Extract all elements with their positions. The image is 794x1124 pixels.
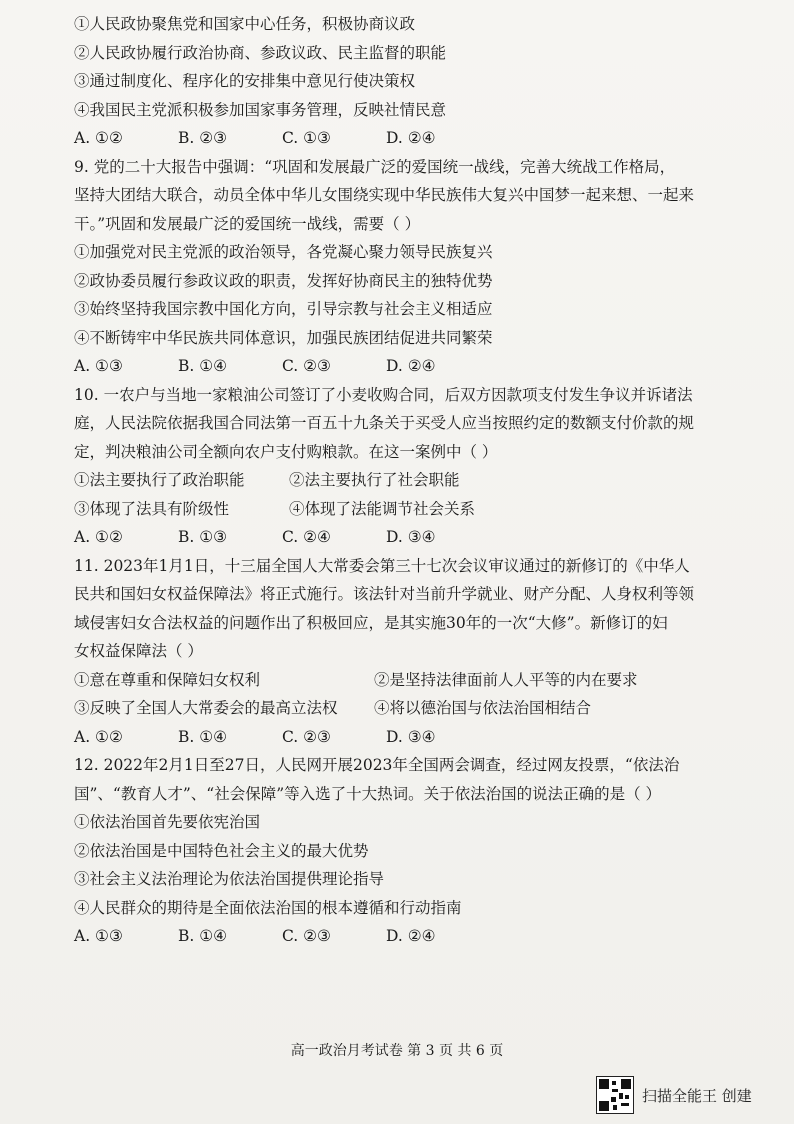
q12-options <box>74 922 714 951</box>
q8-item-3: ③通过制度化、程序化的安排集中意见行使决策权 <box>74 72 416 90</box>
q9-option-c: C. ②③ <box>282 357 331 375</box>
q9-option-b: B. ①④ <box>178 357 228 375</box>
q8-option-c: C. ①③ <box>282 129 331 147</box>
q12-item-4: ④人民群众的期待是全面依法治国的根本遵循和行动指南 <box>74 898 462 917</box>
page-footer: 高一政治月考试卷 第 3 页 共 6 页 <box>290 1043 504 1059</box>
q10-option-b: B. ①③ <box>178 528 228 546</box>
q12-option-a: A. ①③ <box>74 927 123 945</box>
q11-item-2: ②是坚持法律面前人人平等的内在要求 <box>374 670 638 689</box>
q10-item-3: ③体现了法具有阶级性 <box>74 499 230 518</box>
question-12 <box>74 751 714 951</box>
q8-option-a: A. ①② <box>74 129 123 147</box>
q10-stem-line-1: 10. 一农户与当地一家粮油公司签订了小麦收购合同，后双方因款项支付发生争议并诉诸法 <box>74 385 693 404</box>
q11-stem-line-1: 11. 2023年1月1日，十三届全国人大常委会第三十七次会议审议通过的新修订的《中华人 <box>74 556 690 575</box>
q11-option-c: C. ②③ <box>282 727 331 746</box>
q8-item-1: ①人民政协聚焦党和国家中心任务，积极协商议政 <box>74 15 416 33</box>
q8-item-2: ②人民政协履行政治协商、参政议政、民主监督的职能 <box>74 43 447 62</box>
q10-stem-line-2: 庭，人民法院依据我国合同法第一百五十九条关于买受人应当按照约定的数额支付价款的规 <box>74 414 695 432</box>
q9-stem-line-1: 9. 党的二十大报告中强调：“巩固和发展最广泛的爱国统一战线，完善大统战工作格局， <box>74 157 676 176</box>
q11-option-b: B. ①④ <box>178 727 228 746</box>
q9-option-d: D. ②④ <box>386 357 436 375</box>
q9-item-2: ②政协委员履行参政议政的职责，发挥好协商民主的独特优势 <box>74 271 493 290</box>
q8-options <box>74 124 714 153</box>
q11-item-1: ①意在尊重和保障妇女权利 <box>74 670 261 689</box>
q10-options <box>74 523 714 552</box>
q9-item-3: ③始终坚持我国宗教中国化方向，引导宗教与社会主义相适应 <box>74 300 493 318</box>
q9-item-1: ①加强党对民主党派的政治领导，各党凝心聚力领导民族复兴 <box>74 243 493 261</box>
q11-option-d: D. ③④ <box>386 727 436 746</box>
q11-options <box>74 723 714 752</box>
q11-option-a: A. ①② <box>74 727 123 746</box>
q12-item-1: ①依法治国首先要依宪治国 <box>74 813 261 831</box>
q11-item-3: ③反映了全国人大常委会的最高立法权 <box>74 699 338 717</box>
q10-stem-line-3: 定，判决粮油公司全额向农户支付购粮款。在这一案例中（ ） <box>74 442 498 461</box>
q11-items-row-1 <box>74 666 714 695</box>
q8-item-4: ④我国民主党派积极参加国家事务管理，反映社情民意 <box>74 100 447 119</box>
q9-stem-line-3: 干。”巩固和发展最广泛的爱国统一战线，需要（ ） <box>74 214 421 233</box>
exam-content <box>74 10 714 951</box>
q10-items-row-1 <box>74 466 714 495</box>
question-10 <box>74 381 714 552</box>
q12-item-2: ②依法治国是中国特色社会主义的最大优势 <box>74 841 369 860</box>
question-8 <box>74 10 714 153</box>
question-9 <box>74 153 714 381</box>
q9-stem-line-2: 坚持大团结大联合，动员全体中华儿女围绕实现中华民族伟大复兴中国梦一起来想、一起来 <box>74 186 695 204</box>
q11-stem-line-2: 民共和国妇女权益保障法》将正式施行。该法针对当前升学就业、财产分配、人身权利等领 <box>74 585 695 603</box>
q12-option-b: B. ①④ <box>178 927 228 945</box>
qr-code-icon <box>596 1076 634 1114</box>
q10-option-a: A. ①② <box>74 528 123 546</box>
scanner-watermark <box>596 1075 752 1115</box>
q12-stem-line-2: 国”、“教育人才”、“社会保障”等入选了十大热词。关于依法治国的说法正确的是（ ） <box>74 784 662 803</box>
q12-item-3: ③社会主义法治理论为依法治国提供理论指导 <box>74 870 385 888</box>
q10-item-1: ①法主要执行了政治职能 <box>74 471 245 489</box>
q9-option-a: A. ①③ <box>74 357 123 375</box>
q12-option-d: D. ②④ <box>386 927 436 945</box>
q8-option-d: D. ②④ <box>386 129 436 147</box>
q11-stem-line-3: 域侵害妇女合法权益的问题作出了积极回应，是其实施30年的一次“大修”。新修订的妇 <box>74 613 668 632</box>
q11-item-4: ④将以德治国与依法治国相结合 <box>374 699 592 717</box>
scanner-label: 扫描全能王 创建 <box>642 1086 752 1105</box>
q10-item-4: ④体现了法能调节社会关系 <box>289 499 476 518</box>
q9-item-4: ④不断铸牢中华民族共同体意识，加强民族团结促进共同繁荣 <box>74 328 493 347</box>
q11-items-row-2 <box>74 694 714 723</box>
q10-option-d: D. ③④ <box>386 528 436 546</box>
q12-stem-line-1: 12. 2022年2月1日至27日，人民网开展2023年全国两会调查，经过网友投票，“依法治 <box>74 756 680 774</box>
q10-item-2: ②法主要执行了社会职能 <box>289 471 460 489</box>
q8-option-b: B. ②③ <box>178 129 228 147</box>
q9-options <box>74 352 714 381</box>
q10-option-c: C. ②④ <box>282 528 331 546</box>
q11-stem-line-4: 女权益保障法（ ） <box>74 642 203 660</box>
q10-items-row-2 <box>74 495 714 524</box>
question-11 <box>74 552 714 752</box>
q12-option-c: C. ②③ <box>282 927 331 945</box>
